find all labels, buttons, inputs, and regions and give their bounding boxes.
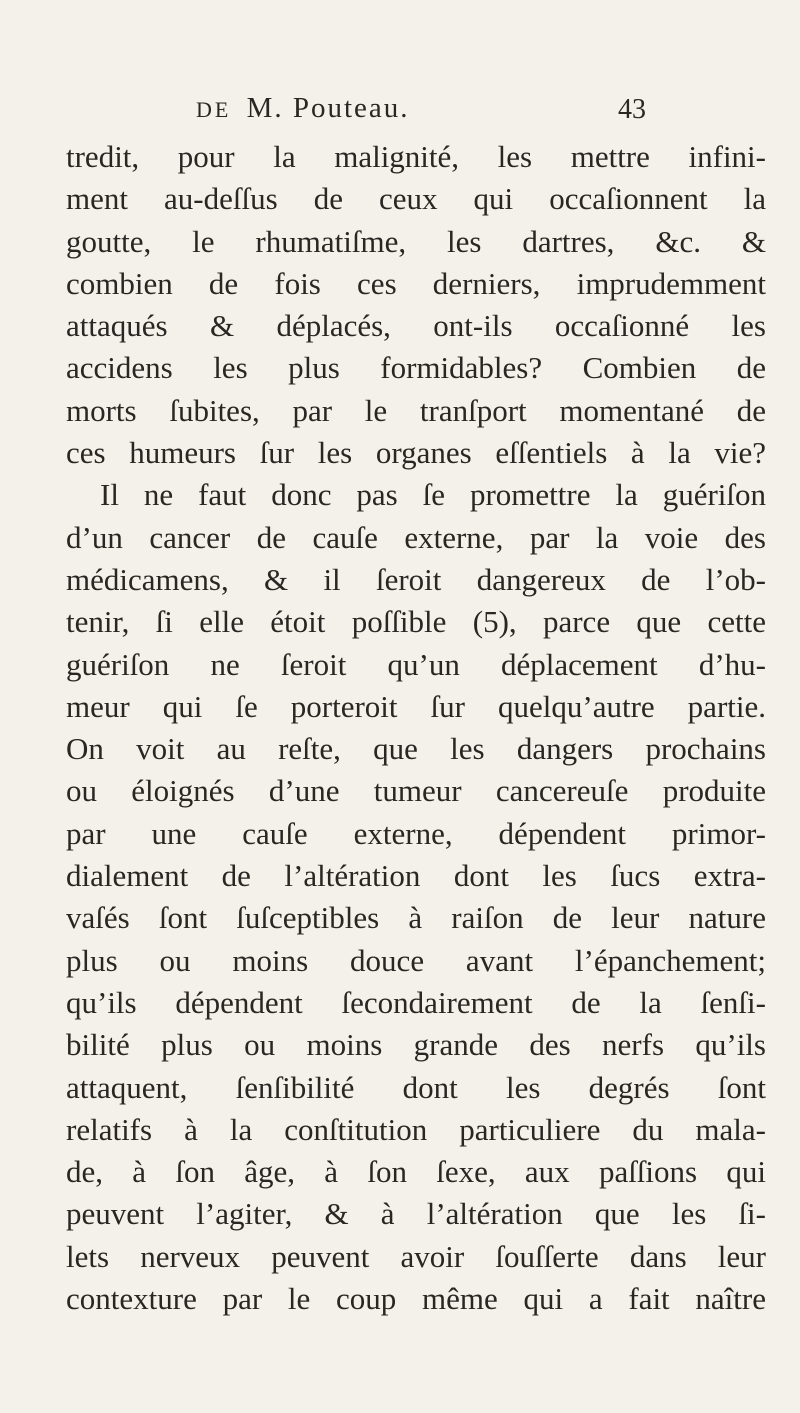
page-number: 43 <box>618 94 646 125</box>
text-line: lets nerveux peuvent avoir ſouſſerte dans leur <box>66 1238 766 1274</box>
text-line: accidens les plus formidables? Combien de <box>66 350 766 386</box>
text-line: peuvent l’agiter, & à l’altération que les ſi- <box>66 1196 766 1232</box>
text-line: médicamens, & il ſeroit dangereux de l’ob- <box>66 561 766 597</box>
text-line: meur qui ſe porteroit ſur quelqu’autre partie. <box>66 688 766 724</box>
text-line: relatifs à la conſtitution particuliere du mala- <box>66 1111 766 1147</box>
text-line: ou éloignés d’une tumeur cancereuſe produite <box>66 773 766 809</box>
text-line: guériſon ne ſeroit qu’un déplacement d’hu- <box>66 646 766 682</box>
text-line: tenir, ſi elle étoit poſſible (5), parce que cette <box>66 604 766 640</box>
text-line: attaqués & déplacés, ont-ils occaſionné les <box>66 308 766 344</box>
text-line: contexture par le coup même qui a fait naître <box>66 1281 766 1317</box>
text-line: par une cauſe externe, dépendent primor- <box>66 815 766 851</box>
text-line: attaquent, ſenſibilité dont les degrés ſont <box>66 1069 766 1105</box>
running-head-author: M. Pouteau. <box>246 92 410 124</box>
text-line: Il ne faut donc pas ſe promettre la guériſon <box>100 477 766 513</box>
text-line: On voit au reſte, que les dangers prochains <box>66 731 766 767</box>
running-head <box>196 92 646 132</box>
text-line: bilité plus ou moins grande des nerfs qu’ils <box>66 1027 766 1063</box>
text-line: ces humeurs ſur les organes eſſentiels à la vie? <box>66 435 766 471</box>
text-line: qu’ils dépendent ſecondairement de la ſenſi- <box>66 984 766 1020</box>
body-text <box>66 136 766 1320</box>
text-line: dialement de l’altération dont les ſucs extra- <box>66 858 766 894</box>
text-line: vaſés ſont ſuſceptibles à raiſon de leur nature <box>66 900 766 936</box>
text-line: morts ſubites, par le tranſport momentané de <box>66 392 766 428</box>
text-line: de, à ſon âge, à ſon ſexe, aux paſſions qui <box>66 1154 766 1190</box>
text-line: ment au-deſſus de ceux qui occaſionnent la <box>66 181 766 217</box>
text-line: combien de fois ces derniers, imprudemment <box>66 265 766 301</box>
running-head-prefix: DE <box>196 97 232 122</box>
text-line: d’un cancer de cauſe externe, par la voie des <box>66 519 766 555</box>
text-line: goutte, le rhumatiſme, les dartres, &c. & <box>66 223 766 259</box>
text-line: plus ou moins douce avant l’épanchement; <box>66 942 766 978</box>
text-line: tredit, pour la malignité, les mettre infini- <box>66 139 766 174</box>
